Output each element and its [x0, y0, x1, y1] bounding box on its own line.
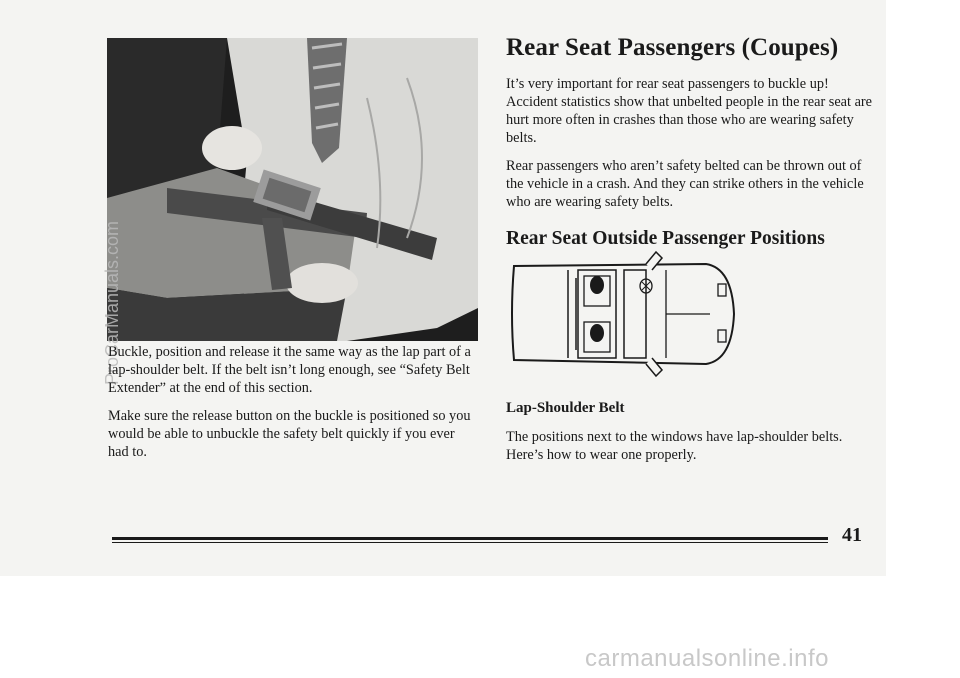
seat-position-diagram: [506, 248, 742, 382]
left-column-text: [108, 343, 478, 471]
page-number: 41: [842, 524, 862, 546]
thrown-out-paragraph: Rear passengers who aren’t safety belted can be thrown out of the vehicle in a crash. And they can strike others in the vehicle who are wearing safety belts.: [506, 158, 864, 210]
release-button-paragraph: Make sure the release button on the buckle is positioned so you would be able to unbuckle the safety belt quickly if you ever had to.: [108, 408, 471, 460]
side-watermark: [102, 85, 124, 385]
importance-paragraph: It’s very important for rear seat passengers to buckle up! Accident statistics show that unbelted people in the rear seat are hurt more often in crashes than those who are wearing safety belts.: [506, 76, 873, 146]
seat-belt-photo: [107, 38, 478, 341]
svg-text:ProCarManuals.com: ProCarManuals.com: [102, 220, 122, 385]
footer-watermark: carmanualsonline.info: [585, 645, 829, 672]
buckle-paragraph: Buckle, position and release it the same way as the lap part of a lap-shoulder belt. If the belt isn’t long enough, see “Safety Belt Extender” at the end of this section.: [108, 344, 471, 396]
subsection-title: Rear Seat Outside Passenger Positions: [506, 228, 825, 249]
right-column-text: [506, 33, 876, 265]
lap-shoulder-belt-paragraph: The positions next to the windows have lap-shoulder belts. Here’s how to wear one properly.: [506, 429, 843, 463]
section-title: Rear Seat Passengers (Coupes): [506, 34, 839, 61]
lap-shoulder-belt-heading: Lap-Shoulder Belt: [506, 400, 625, 416]
footer-rule-thick: [112, 537, 828, 540]
footer-rule-thin: [112, 542, 828, 543]
